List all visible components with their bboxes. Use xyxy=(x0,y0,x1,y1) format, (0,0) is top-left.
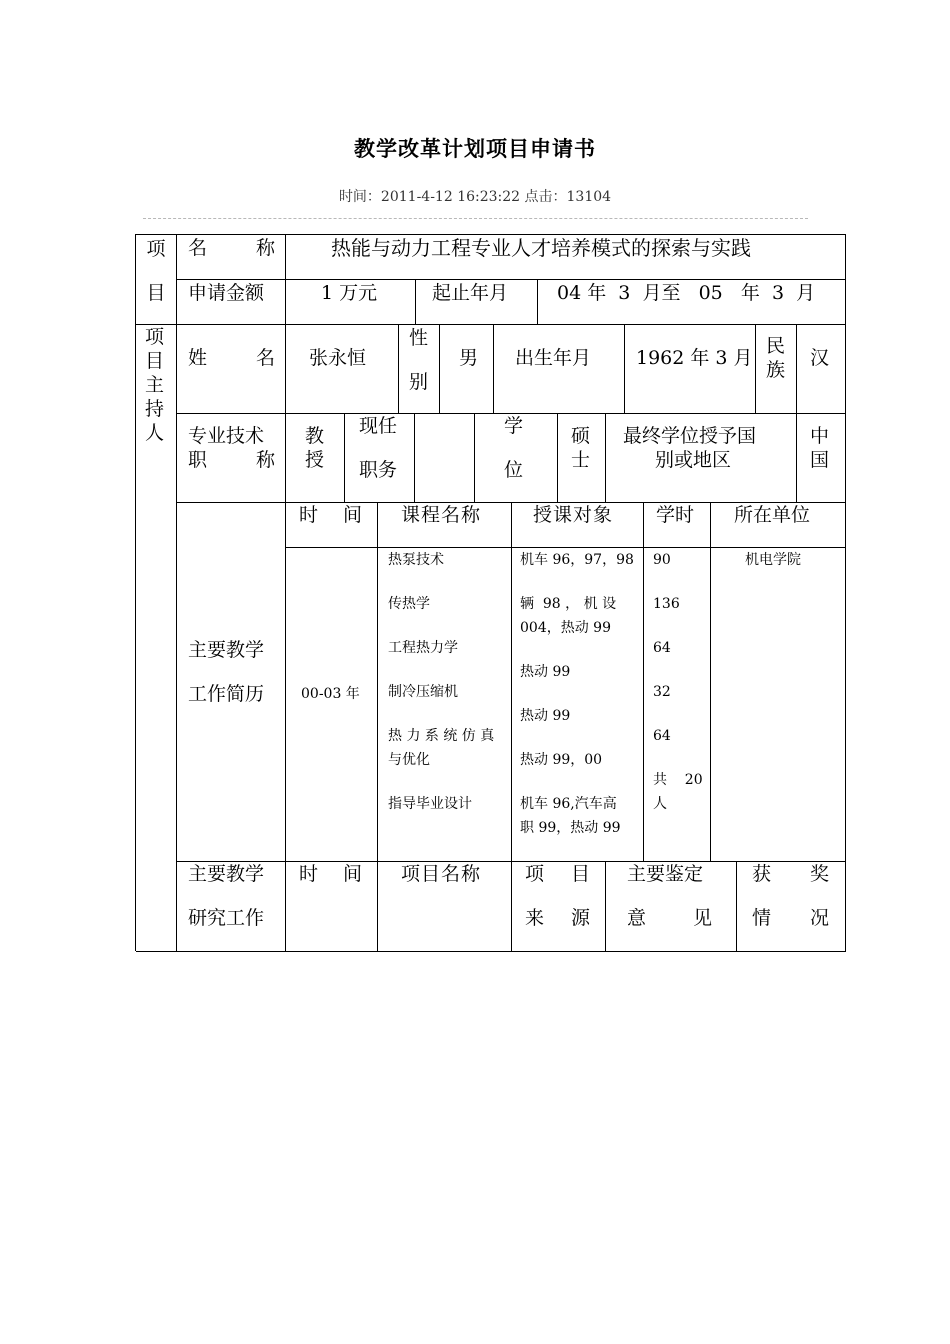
gender-value: 男 xyxy=(459,347,479,369)
research-label-cell xyxy=(176,861,286,952)
course-item: 指导毕业设计 xyxy=(388,796,472,812)
degree-country-label-cell xyxy=(605,413,797,503)
period-value: 04 年 3 月至 05 年 3 月 xyxy=(557,282,816,304)
host-name-label-cell xyxy=(176,324,286,414)
ethnic-label-1: 民 xyxy=(765,335,785,357)
gender-label-2: 别 xyxy=(408,371,428,393)
degree-value-cell xyxy=(557,413,606,503)
target-item: 职 99，热动 99 xyxy=(520,820,621,836)
target-item: 热动 99 xyxy=(520,664,571,680)
teaching-header-hours-cell xyxy=(643,502,711,548)
teaching-header-course: 课程名称 xyxy=(401,504,482,526)
document-title: 教学改革计划项目申请书 xyxy=(354,136,596,161)
period-label-cell xyxy=(415,279,538,325)
title-label-cell xyxy=(176,413,286,503)
research-award-1a: 获 xyxy=(752,863,772,885)
host-group-label: 项目主持人 xyxy=(145,326,165,444)
degree-label-cell xyxy=(474,413,558,503)
ethnic-label-cell xyxy=(755,324,797,414)
post-label-1: 现任 xyxy=(359,415,398,437)
teaching-header-time-2: 间 xyxy=(343,504,363,526)
hours-item: 90 xyxy=(653,552,671,568)
teaching-header-time-1: 时 xyxy=(299,504,319,526)
title-label-2a: 职 xyxy=(188,449,208,471)
target-item: 热动 99 xyxy=(520,708,571,724)
hours-item: 64 xyxy=(653,640,671,656)
degree-value-2: 士 xyxy=(571,449,591,471)
project-group-label-1: 项 xyxy=(146,238,166,260)
amount-label: 申请金额 xyxy=(188,282,265,304)
application-form-table xyxy=(135,234,846,951)
research-time-cell xyxy=(285,861,378,952)
title-label-1: 专业技术 xyxy=(188,425,265,447)
project-group-label-2: 目 xyxy=(146,282,166,304)
project-name-label-2: 称 xyxy=(256,237,276,259)
teaching-header-target: 授课对象 xyxy=(533,504,614,526)
document-meta: 时间：2011-4-12 16:23:22 点击：13104 xyxy=(338,189,612,205)
research-time-1: 时 xyxy=(299,863,319,885)
research-name-cell xyxy=(377,861,512,952)
birth-label-cell xyxy=(493,324,625,414)
hours-item: 64 xyxy=(653,728,671,744)
teaching-header-hours: 学时 xyxy=(656,504,695,526)
project-group-label-cell xyxy=(136,235,177,325)
teaching-header-unit-cell xyxy=(710,502,846,548)
post-value-cell xyxy=(414,413,475,503)
teaching-label-2: 工作简历 xyxy=(188,683,265,705)
teaching-header-time-cell xyxy=(285,502,378,548)
dashed-divider xyxy=(143,218,808,219)
period-label: 起止年月 xyxy=(432,282,509,304)
title-value-1: 教 xyxy=(305,425,325,447)
target-item: 热动 99，00 xyxy=(520,752,603,768)
research-name: 项目名称 xyxy=(401,863,482,885)
project-name-value: 热能与动力工程专业人才培养模式的探索与实践 xyxy=(331,236,751,260)
target-item: 机车 96，97，98 xyxy=(520,552,634,568)
hours-item: 136 xyxy=(653,596,680,612)
target-item: 004，热动 99 xyxy=(520,620,611,636)
research-award-1b: 奖 xyxy=(810,863,830,885)
degree-label-1: 学 xyxy=(504,415,524,437)
teaching-header-target-cell xyxy=(511,502,644,548)
gender-value-cell xyxy=(439,324,494,414)
hours-item: 32 xyxy=(653,684,671,700)
research-source-2a: 来 xyxy=(525,907,545,929)
research-label-2: 研究工作 xyxy=(188,907,265,929)
research-opinion-2a: 意 xyxy=(627,907,647,929)
teaching-label-cell xyxy=(176,502,286,862)
research-time-2: 间 xyxy=(343,863,363,885)
birth-value-cell xyxy=(624,324,756,414)
research-opinion-2b: 见 xyxy=(693,907,713,929)
research-opinion-cell xyxy=(605,861,737,952)
project-name-label-cell xyxy=(176,235,286,280)
ethnic-label-2: 族 xyxy=(765,359,785,381)
amount-label-cell xyxy=(176,279,286,325)
hours-item: 共 20 xyxy=(653,772,703,788)
teaching-header-course-cell xyxy=(377,502,512,548)
target-item: 机车 96,汽车高 xyxy=(520,796,617,812)
degree-country-value-1: 中 xyxy=(810,425,830,447)
host-name-value-cell xyxy=(285,324,399,414)
amount-value: 1 万元 xyxy=(321,282,378,304)
research-opinion-1: 主要鉴定 xyxy=(627,863,704,885)
project-name-label-1: 名 xyxy=(188,237,208,259)
teaching-unit-cell xyxy=(710,547,846,862)
post-label-cell xyxy=(344,413,415,503)
research-award-2a: 情 xyxy=(752,907,772,929)
title-label-2b: 称 xyxy=(256,449,276,471)
target-item: 辆 98 ， 机 设 xyxy=(520,596,617,612)
research-source-2b: 源 xyxy=(571,907,591,929)
course-item: 与优化 xyxy=(388,752,430,768)
teaching-header-unit: 所在单位 xyxy=(734,504,811,526)
host-name-value: 张永恒 xyxy=(309,347,367,369)
teaching-label-1: 主要教学 xyxy=(188,639,265,661)
course-item: 工程热力学 xyxy=(388,640,458,656)
ethnic-value: 汉 xyxy=(810,347,830,369)
teaching-course-cell xyxy=(377,547,512,862)
ethnic-value-cell xyxy=(796,324,846,414)
unit-value: 机电学院 xyxy=(745,552,801,568)
research-award-cell xyxy=(736,861,846,952)
degree-country-label-2: 别或地区 xyxy=(655,449,732,471)
teaching-time-value: 00-03 年 xyxy=(301,686,360,702)
course-item: 热 力 系 统 仿 真 xyxy=(388,728,495,744)
title-value-2: 授 xyxy=(305,449,325,471)
gender-label-cell xyxy=(398,324,440,414)
host-group-label-cell xyxy=(136,324,177,952)
degree-value-1: 硕 xyxy=(571,425,591,447)
research-source-cell xyxy=(511,861,606,952)
course-item: 制冷压缩机 xyxy=(388,684,458,700)
research-source-1a: 项 xyxy=(525,863,545,885)
host-name-label-2: 名 xyxy=(256,347,276,369)
post-label-2: 职务 xyxy=(359,459,398,481)
degree-label-2: 位 xyxy=(504,459,524,481)
course-item: 传热学 xyxy=(388,596,430,612)
project-name-value-cell xyxy=(285,235,846,280)
title-value-cell xyxy=(285,413,345,503)
degree-country-label-1: 最终学位授予国 xyxy=(623,425,757,447)
birth-value: 1962 年 3 月 xyxy=(636,347,753,369)
teaching-hours-cell xyxy=(643,547,711,862)
research-award-2b: 况 xyxy=(810,907,830,929)
hours-item: 人 xyxy=(653,796,667,812)
amount-value-cell xyxy=(285,279,416,325)
host-name-label-1: 姓 xyxy=(188,347,208,369)
degree-country-value-cell xyxy=(796,413,846,503)
birth-label: 出生年月 xyxy=(515,347,592,369)
research-source-1b: 目 xyxy=(571,863,591,885)
period-value-cell xyxy=(537,279,846,325)
degree-country-value-2: 国 xyxy=(810,449,830,471)
teaching-target-cell xyxy=(511,547,644,862)
course-item: 热泵技术 xyxy=(388,552,444,568)
gender-label-1: 性 xyxy=(408,327,428,349)
research-label-1: 主要教学 xyxy=(188,863,265,885)
teaching-time-cell xyxy=(285,547,378,862)
